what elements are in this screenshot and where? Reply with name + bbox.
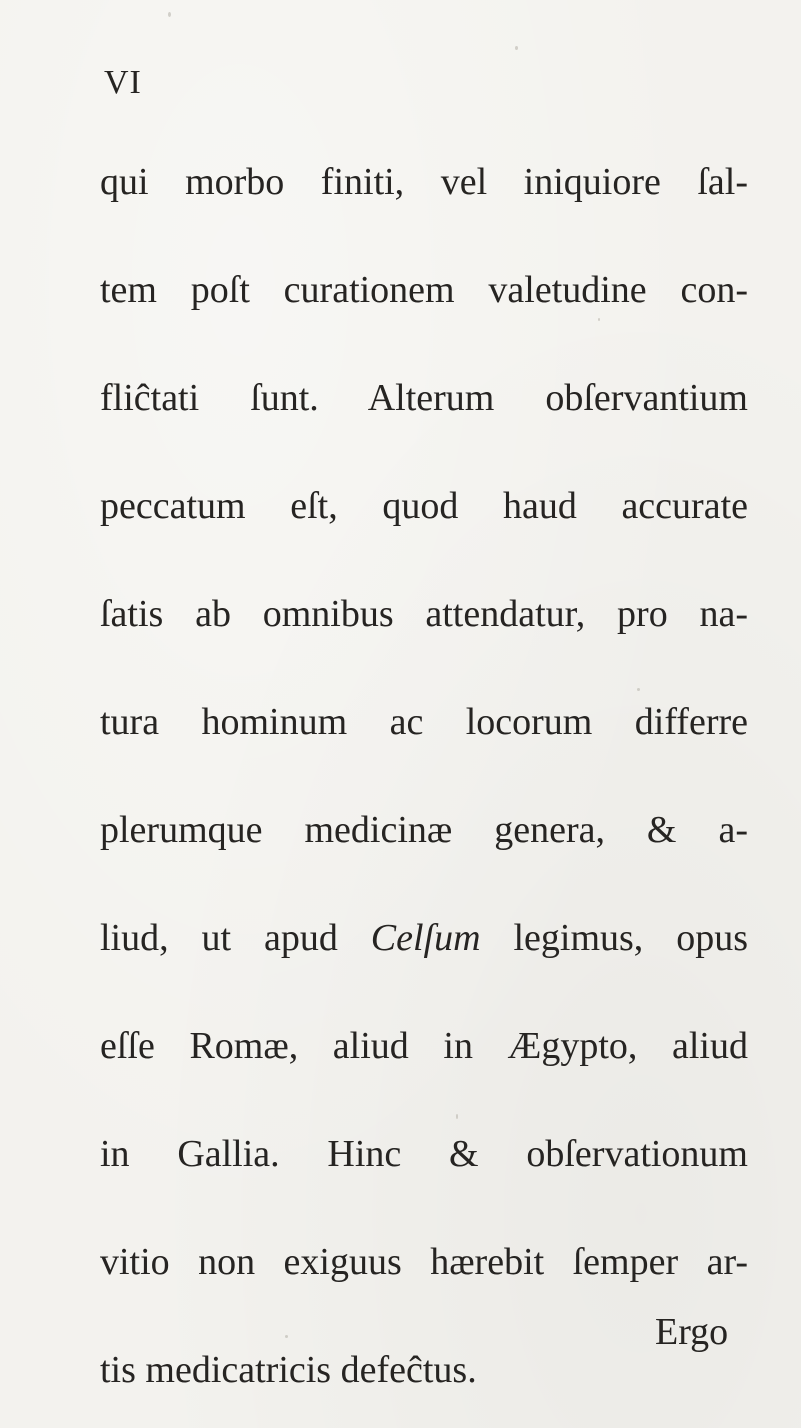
paper-speck — [456, 1114, 458, 1119]
paper-speck — [598, 318, 600, 321]
text-line-1: qui morbo finiti, vel iniquiore ſal- — [100, 161, 748, 203]
paper-speck — [285, 1335, 288, 1338]
text-line-4: peccatum eſt, quod haud accurate — [100, 485, 748, 527]
text-line-7: plerumque medicinæ genera, & a- — [100, 809, 748, 851]
text-line-12: tis medicatricis defeĉtus. — [100, 1349, 477, 1391]
text-line-10: in Gallia. Hinc & obſervationum — [100, 1133, 748, 1175]
text-line-6: tura hominum ac locorum differre — [100, 701, 748, 743]
paper-speck — [637, 688, 640, 691]
italic-name-celsum: Celſum — [370, 917, 481, 959]
text-segment: legimus, opus — [480, 917, 748, 959]
text-line-2: tem poſt curationem valetudine con- — [100, 269, 748, 311]
paper-speck — [168, 12, 171, 17]
page-number: VI — [104, 64, 142, 101]
paper-speck — [515, 46, 518, 50]
text-line-3: fliĉtati ſunt. Alterum obſervantium — [100, 377, 748, 419]
catchword: Ergo — [655, 1311, 729, 1353]
text-line-9: eſſe Romæ, aliud in Ægypto, aliud — [100, 1025, 748, 1067]
text-line-11: vitio non exiguus hærebit ſemper ar- — [100, 1241, 748, 1283]
text-line-5: ſatis ab omnibus attendatur, pro na- — [100, 593, 748, 635]
text-line-8 — [100, 916, 748, 960]
text-segment: liud, ut apud — [100, 917, 371, 959]
